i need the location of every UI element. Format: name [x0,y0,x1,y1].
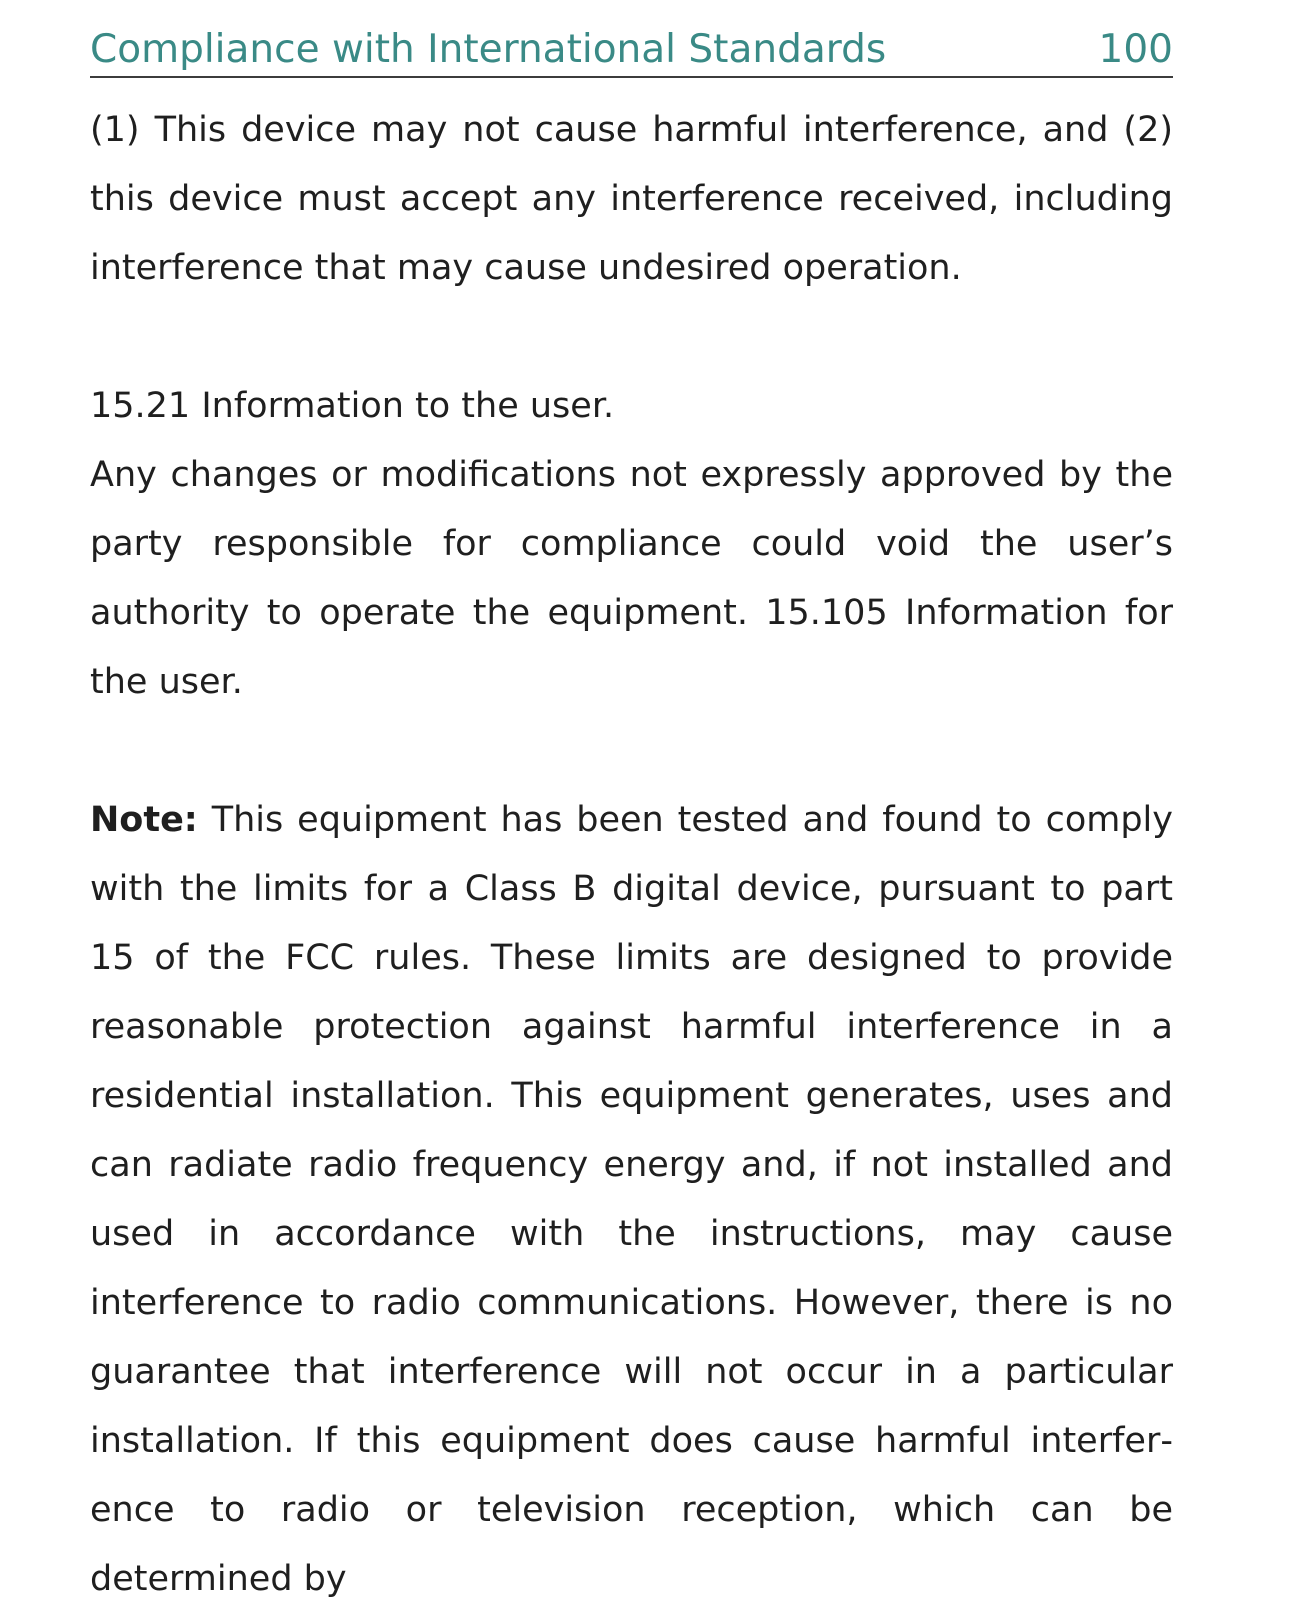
page-header [90,24,1173,78]
page-number: 100 [1098,27,1173,72]
paragraph-gap [90,303,1173,372]
section-title: Compliance with International Standards [90,27,887,72]
page-body [90,96,1173,1614]
paragraph-gap [90,717,1173,786]
note-text: This equipment has been tested and found to comply with the limits for a Class B digital device, pursuant to part 15 of the FCC rules. These limits are designed to provide reasonable protection against harmful interference in a residential installation. This equipment generates, uses and can radiate radio frequency energy and, if not installed and used in accordance with the instructions, may cause interference to radio communications. However, there is no guarantee that interference will not occur in a particular installation. If this equipment does cause harmful interference to radio or television reception, which can be determined by [90,800,1173,1599]
heading-15-21: 15.21 Information to the user. [90,386,615,426]
paragraph-note [90,786,1173,1614]
paragraph-interference-conditions: (1) This device may not cause harmful interference, and (2) this device must accept any interference received, including interference that may cause undesired operation. [90,110,1173,288]
note-label: Note: [90,800,198,840]
paragraph-modifications: Any changes or modifications not expressly approved by the party responsible for compliance could void the user’s authority to operate the equipment. 15.105 Information for the user. [90,455,1173,702]
